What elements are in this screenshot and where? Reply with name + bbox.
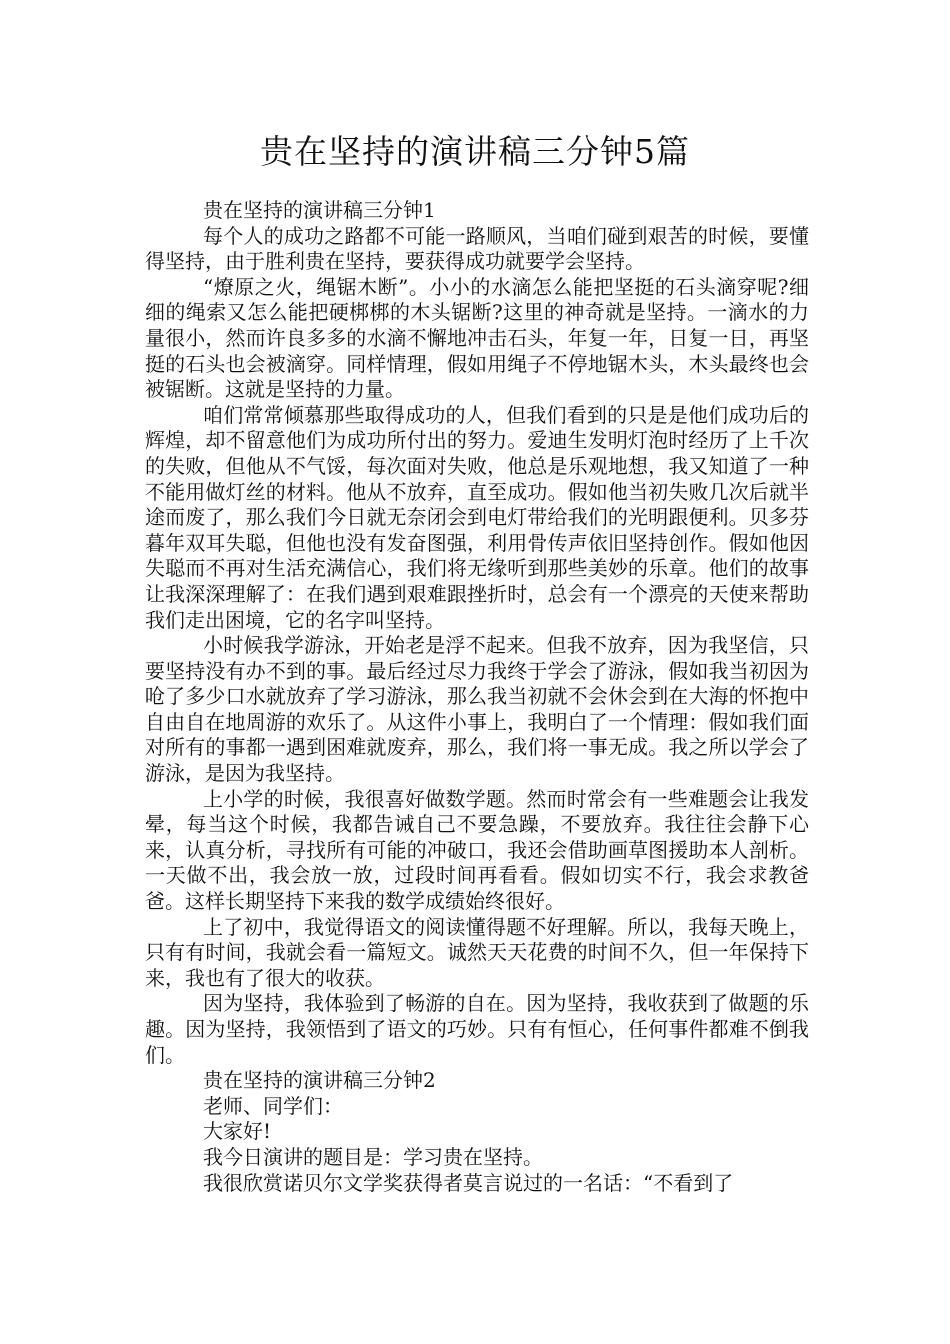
- body-paragraph: 因为坚持，我体验到了畅游的自在。因为坚持，我收获到了做题的乐趣。因为坚持，我领悟到了语文的巧妙。只有有恒心，任何事件都难不倒我们。: [145, 991, 809, 1067]
- document-body: [145, 198, 809, 1196]
- quote-line: 我很欣赏诺贝尔文学奖获得者莫言说过的一名话：“不看到了: [203, 1170, 734, 1195]
- section-heading-1: 贵在坚持的演讲稿三分钟1: [203, 198, 436, 222]
- document-title: 贵在坚持的演讲稿三分钟5篇: [260, 132, 690, 171]
- greeting-line: 大家好!: [203, 1119, 272, 1144]
- body-paragraph: 咱们常常倾慕那些取得成功的人，但我们看到的只是是他们成功后的辉煌，却不留意他们为成功所付出的努力。爱迪生发明灯泡时经历了上千次的失败，但他从不气馁，每次面对失败，他总是乐观地想，我又知道了一种不能用做灯丝的材料。他从不放弃，直至成功。假如他当初失败几次后就半途而废了，那么我们今日就无奈闭会到电灯带给我们的光明跟便利。贝多芬暮年双耳失聪，但他也没有发奋图强，利用骨传声依旧坚持创作。假如他因失聪而不再对生活充满信心，我们将无缘听到那些美妙的乐章。他们的故事让我深深理解了：在我们遇到艰难跟挫折时，总会有一个漂亮的天使来帮助我们走出困境，它的名字叫坚持。: [145, 402, 809, 632]
- topic-line: 我今日演讲的题目是：学习贵在坚持。: [203, 1144, 543, 1169]
- body-paragraph: 每个人的成功之路都不可能一路顺风，当咱们碰到艰苦的时候，要懂得坚持，由于胜利贵在坚持，要获得成功就要学会坚持。: [145, 223, 809, 274]
- greeting-line: 老师、同学们：: [203, 1093, 343, 1118]
- body-paragraph: “燎原之火，绳锯木断”。小小的水滴怎么能把坚挺的石头滴穿呢?细细的绳索又怎么能把硬梆梆的木头锯断?这里的神奇就是坚持。一滴水的力量很小，然而许良多多的水滴不懈地冲击石头，年复一年，日复一日，再坚挺的石头也会被滴穿。同样情理，假如用绳子不停地锯木头，木头最终也会被锯断。这就是坚持的力量。: [145, 274, 809, 402]
- body-paragraph: 上了初中，我觉得语文的阅读懂得题不好理解。所以，我每天晚上，只有有时间，我就会看一篇短文。诚然天天花费的时间不久，但一年保持下来，我也有了很大的收获。: [145, 914, 809, 990]
- body-paragraph: 上小学的时候，我很喜好做数学题。然而时常会有一些难题会让我发晕，每当这个时候，我都告诫自己不要急躁，不要放弃。我往往会静下心来，认真分析，寻找所有可能的冲破口，我还会借助画草图援助本人剖析。一天做不出，我会放一放，过段时间再看看。假如切实不行，我会求教爸爸。这样长期坚持下来我的数学成绩始终很好。: [145, 786, 809, 914]
- section-heading-2: 贵在坚持的演讲稿三分钟2: [203, 1068, 436, 1093]
- body-paragraph: 小时候我学游泳，开始老是浮不起来。但我不放弃，因为我坚信，只要坚持没有办不到的事。最后经过尽力我终于学会了游泳，假如我当初因为呛了多少口水就放弃了学习游泳，那么我当初就不会休会到在大海的怀抱中自由自在地周游的欢乐了。从这件小事上，我明白了一个情理：假如我们面对所有的事都一遇到困难就废弃，那么，我们将一事无成。我之所以学会了游泳，是因为我坚持。: [145, 633, 809, 786]
